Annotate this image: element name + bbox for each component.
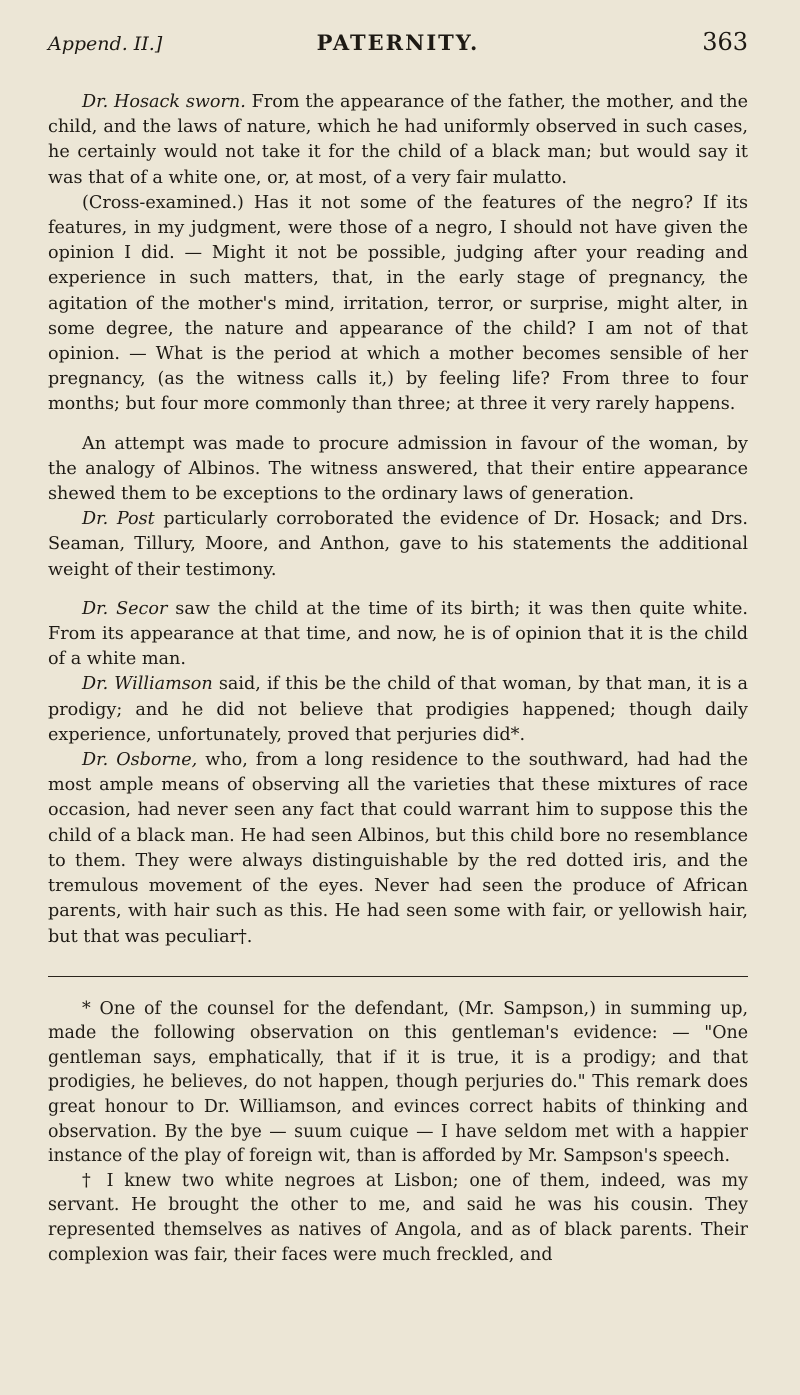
paragraph-lead: Dr. Post [82, 509, 155, 530]
paragraph-text: (Cross-examined.) Has it not some of the features of the negro? If its features, in my judgment, were those of a negro, I should not have given the opinion I did. — Might it not be possible, judging after your reading and experience in such matters, that, in the early stage of pregnancy, the agitation of the mother's mind, irritation, terror, or surprise, might alter, in some degree, the nature and appearance of the child? I am not of that opinion. — What is the period at which a mother becomes sensible of her pregnancy, (as the witness calls it,) by feeling life? From three to four months; but four more commonly than three; at three it very rarely happens. [48, 192, 748, 415]
footnote: † I knew two white negroes at Lisbon; one of them, indeed, was my servant. He brought the other to me, and said he was his cousin. They represented themselves as natives of Angola, and as of black parents. Their complexion was fair, their faces were much freckled, and [48, 1170, 748, 1265]
paragraph-text: particularly corroborated the evidence of Dr. Hosack; and Drs. Seaman, Tillury, Moore, and Anthon, gave to his statements the additional weight of their testimony. [48, 509, 748, 580]
footnote-divider [48, 976, 748, 977]
paragraph-text: An attempt was made to procure admission in favour of the woman, by the analogy of Albinos. The witness answered, that their entire appearance shewed them to be exceptions to the ordinary laws of generation. [48, 433, 748, 505]
running-head-title: PATERNITY. [316, 30, 480, 55]
paragraph [48, 90, 748, 191]
paragraph-lead: Dr. Osborne, [82, 750, 198, 771]
paragraph-lead: Dr. Williamson [82, 674, 213, 695]
paragraph-lead: Dr. Hosack sworn. [82, 92, 246, 112]
paragraph [48, 432, 748, 508]
paragraph-lead: Dr. Secor [82, 598, 168, 619]
main-text [48, 90, 748, 950]
paragraph-text: saw the child at the time of its birth; it was then quite white. From its appearance at that time, and now, he is of opinion that it is the child of a white man. [48, 598, 748, 670]
paragraph-text: From the appearance of the father, the mother, and the child, and the laws of nature, which he had uniformly observed in such cases, he certainly would not take it for the child of a black man; but would say it was that of a white one, or, at most, of a very fair mulatto. [48, 92, 749, 188]
footnote: * One of the counsel for the defendant, (Mr. Sampson,) in summing up, made the following observation on this gentleman's evidence: — "One gentleman says, emphatically, that if it is true, it is a prodigy; and that prodigies, he believes, do not happen, though perjuries do." This remark does great honour to Dr. Williamson, and evinces correct habits of thinking and observation. By the bye — suum cuique — I have seldom met with a happier instance of the play of foreign wit, than is afforded by Mr. Sampson's speech. [48, 998, 748, 1167]
paragraph-text: said, if this be the child of that woman, by that man, it is a prodigy; and he did not believe that prodigies happened; though daily experience, unfortunately, proved that perjuries did*. [48, 674, 748, 745]
paragraph [48, 597, 748, 673]
paragraph [48, 507, 748, 583]
paragraph [48, 748, 748, 950]
paragraph [48, 191, 748, 418]
paragraph [48, 672, 748, 748]
page-number: 363 [702, 28, 748, 56]
running-head [48, 28, 748, 70]
footnotes [48, 997, 748, 1268]
paragraph-text: who, from a long residence to the southward, had had the most ample means of observing all the varieties that these mixtures of race occasion, had never seen any fact that could warrant him to suppose this the child of a black man. He had seen Albinos, but this child bore no resemblance to them. They were always distinguishable by the red dotted iris, and the tremulous movement of the eyes. Never had seen the produce of African parents, with hair such as this. He had seen some with fair, or yellowish hair, but that was peculiar†. [48, 750, 748, 947]
running-head-section: Append. II.] [48, 33, 163, 55]
